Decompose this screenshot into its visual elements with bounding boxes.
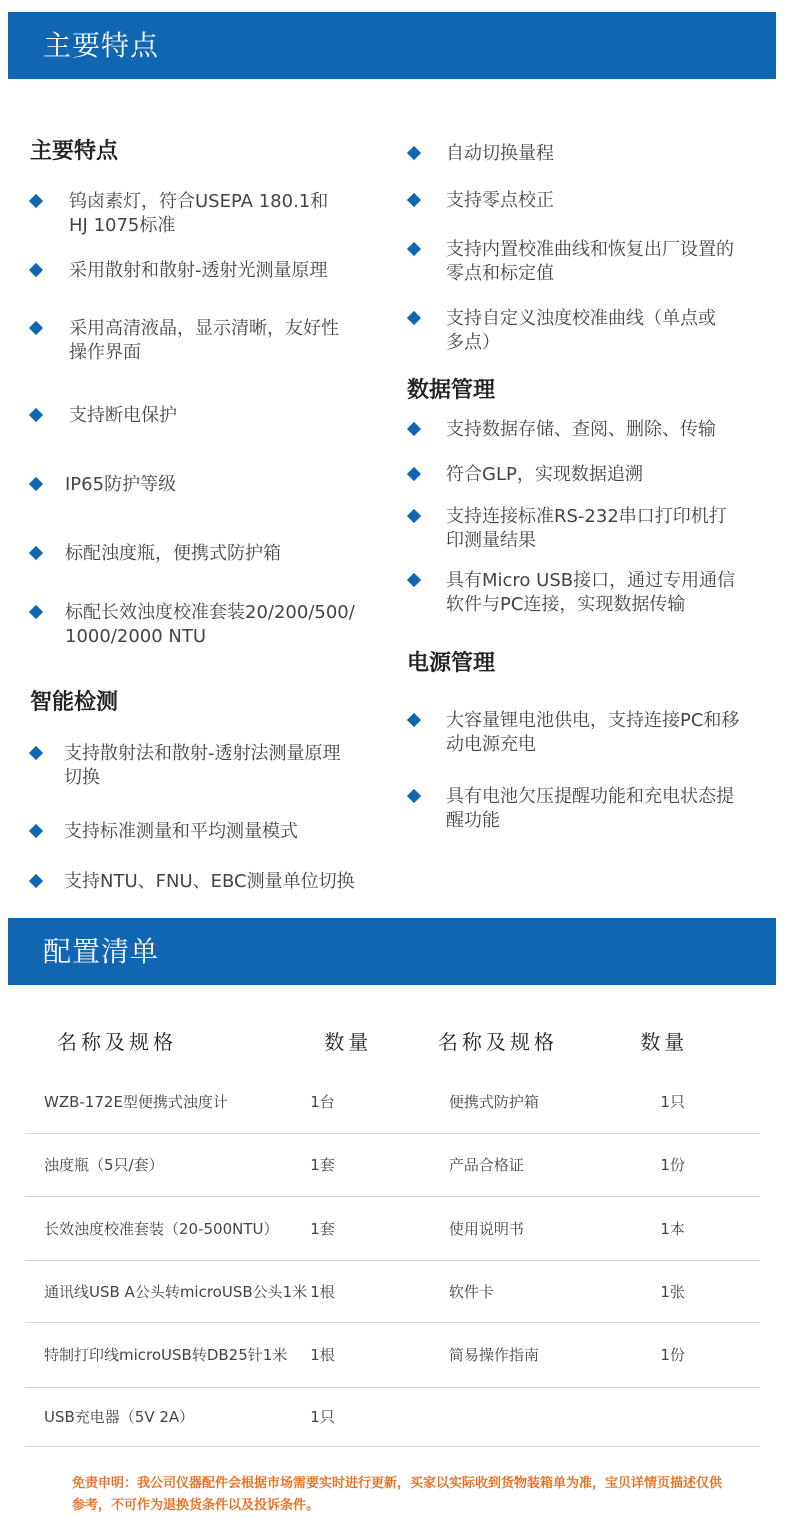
feature-item xyxy=(31,742,386,790)
feature-text: 采用散射和散射-透射光测量原理 xyxy=(69,260,328,281)
section-title: 配置清单 xyxy=(43,935,160,968)
feature-item xyxy=(31,601,386,649)
cell-quantity: 1根 xyxy=(307,1322,420,1387)
cell-item-name: WZB-172E型便携式浊度计 xyxy=(25,1070,307,1133)
diamond-bullet-icon xyxy=(407,573,421,587)
cell-item-name: 软件卡 xyxy=(420,1260,629,1322)
diamond-bullet-icon xyxy=(29,746,43,760)
cell-quantity: 1张 xyxy=(629,1260,760,1322)
feature-item xyxy=(409,142,784,190)
diamond-bullet-icon xyxy=(29,546,43,560)
feature-item xyxy=(409,463,784,511)
cell-quantity: 1只 xyxy=(307,1387,420,1446)
diamond-bullet-icon xyxy=(407,509,421,523)
cell-item-name: 通讯线USB A公头转microUSB公头1米 xyxy=(25,1260,307,1322)
section-banner-config xyxy=(8,918,776,985)
cell-item-name: USB充电器（5V 2A） xyxy=(25,1387,307,1446)
cell-quantity: 1套 xyxy=(307,1196,420,1260)
feature-text: 支持数据存储、查阅、删除、传输 xyxy=(446,419,716,440)
table-body xyxy=(25,1070,760,1446)
feature-text: 支持NTU、FNU、EBC测量单位切换 xyxy=(64,871,355,892)
cell-quantity: 1台 xyxy=(307,1070,420,1133)
cell-quantity: 1份 xyxy=(629,1322,760,1387)
feature-text: 具有Micro USB接口，通过专用通信 软件与PC连接，实现数据传输 xyxy=(446,570,736,615)
diamond-bullet-icon xyxy=(407,311,421,325)
section-banner-features xyxy=(8,12,776,79)
diamond-bullet-icon xyxy=(407,242,421,256)
disclaimer-text: 免责申明：我公司仪器配件会根据市场需要实时进行更新，买家以实际收到货物装箱单为准，宝贝详情页描述仅供参考，不可作为退换货条件以及投诉条件。 xyxy=(72,1476,723,1513)
diamond-bullet-icon xyxy=(29,874,43,888)
diamond-bullet-icon xyxy=(407,467,421,481)
feature-item xyxy=(409,505,784,553)
table-header-quantity: 数量 xyxy=(324,1029,373,1054)
cell-quantity: 1套 xyxy=(307,1133,420,1196)
cell-quantity xyxy=(629,1387,760,1446)
table-row xyxy=(25,1260,760,1322)
feature-text: 支持标准测量和平均测量模式 xyxy=(64,821,298,842)
cell-item-name: 便携式防护箱 xyxy=(420,1070,629,1133)
feature-text: 支持零点校正 xyxy=(446,190,554,211)
cell-item-name: 使用说明书 xyxy=(420,1196,629,1260)
diamond-bullet-icon xyxy=(407,789,421,803)
cell-item-name: 简易操作指南 xyxy=(420,1322,629,1387)
feature-item xyxy=(31,542,386,590)
diamond-bullet-icon xyxy=(29,408,43,422)
group-heading-data-management: 数据管理 xyxy=(407,378,496,403)
cell-quantity: 1本 xyxy=(629,1196,760,1260)
feature-item xyxy=(409,307,784,355)
feature-item xyxy=(31,404,386,452)
group-heading-power-management: 电源管理 xyxy=(407,651,496,676)
cell-item-name: 产品合格证 xyxy=(420,1133,629,1196)
table-header-quantity: 数量 xyxy=(640,1029,689,1054)
feature-item xyxy=(409,785,784,833)
diamond-bullet-icon xyxy=(29,824,43,838)
cell-quantity: 1只 xyxy=(629,1070,760,1133)
feature-item xyxy=(31,259,386,307)
diamond-bullet-icon xyxy=(29,477,43,491)
feature-text: 支持断电保护 xyxy=(69,405,177,426)
feature-text: 具有电池欠压提醒功能和充电状态提 醒功能 xyxy=(446,786,734,831)
table-row xyxy=(25,1133,760,1196)
cell-item-name: 特制打印线microUSB转DB25针1米 xyxy=(25,1322,307,1387)
table-header-name: 名称及规格 xyxy=(57,1029,177,1054)
feature-item xyxy=(31,820,386,868)
diamond-bullet-icon xyxy=(29,194,43,208)
feature-item xyxy=(409,569,784,617)
section-title: 主要特点 xyxy=(43,29,160,62)
feature-text: 大容量锂电池供电，支持连接PC和移 动电源充电 xyxy=(446,710,740,755)
cell-quantity: 1根 xyxy=(307,1260,420,1322)
diamond-bullet-icon xyxy=(29,263,43,277)
diamond-bullet-icon xyxy=(29,321,43,335)
feature-text: IP65防护等级 xyxy=(65,474,177,495)
feature-text: 采用高清液晶，显示清晰，友好性 操作界面 xyxy=(69,318,339,363)
feature-item xyxy=(31,317,386,365)
cell-item-name xyxy=(420,1387,629,1446)
diamond-bullet-icon xyxy=(407,713,421,727)
table-header-name: 名称及规格 xyxy=(437,1029,558,1054)
feature-text: 支持内置校准曲线和恢复出厂设置的 零点和标定值 xyxy=(446,239,734,284)
diamond-bullet-icon xyxy=(407,193,421,207)
feature-item xyxy=(409,189,784,237)
table-row xyxy=(25,1196,760,1260)
diamond-bullet-icon xyxy=(29,605,43,619)
table-row xyxy=(25,1322,760,1387)
feature-item xyxy=(31,190,386,238)
cell-item-name: 浊度瓶（5只/套） xyxy=(25,1133,307,1196)
feature-text: 标配浊度瓶，便携式防护箱 xyxy=(65,543,281,564)
feature-item xyxy=(409,238,784,286)
feature-text: 标配长效浊度校准套装20/200/500/ 1000/2000 NTU xyxy=(65,602,355,647)
feature-item xyxy=(409,709,784,757)
feature-item xyxy=(31,870,386,918)
diamond-bullet-icon xyxy=(407,146,421,160)
feature-text: 支持自定义浊度校准曲线（单点或 多点） xyxy=(446,308,716,353)
feature-text: 支持散射法和散射-透射法测量原理 切换 xyxy=(64,743,341,788)
config-table xyxy=(25,1010,760,1447)
table-row xyxy=(25,1070,760,1133)
feature-text: 钨卤素灯，符合USEPA 180.1和 HJ 1075标准 xyxy=(69,191,329,236)
feature-item xyxy=(31,473,386,521)
feature-item xyxy=(409,418,784,466)
feature-text: 自动切换量程 xyxy=(446,143,554,164)
table-row xyxy=(25,1387,760,1446)
cell-item-name: 长效浊度校准套装（20-500NTU） xyxy=(25,1196,307,1260)
diamond-bullet-icon xyxy=(407,422,421,436)
group-heading-main-features: 主要特点 xyxy=(30,139,119,164)
group-heading-smart-detection: 智能检测 xyxy=(30,690,119,715)
feature-text: 符合GLP，实现数据追溯 xyxy=(446,464,643,485)
cell-quantity: 1份 xyxy=(629,1133,760,1196)
table-header-row xyxy=(25,1010,760,1070)
feature-text: 支持连接标准RS-232串口打印机打 印测量结果 xyxy=(446,506,727,551)
